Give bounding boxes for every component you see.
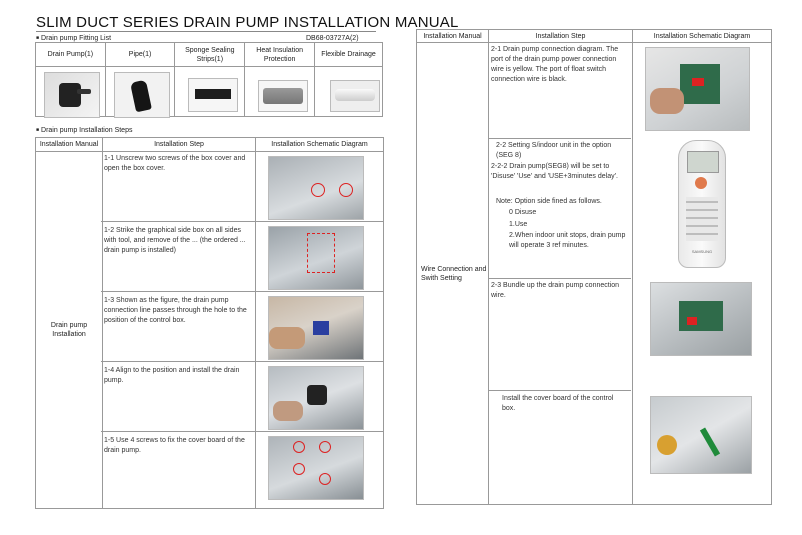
step-1-4-image xyxy=(268,366,364,430)
step-text: 2-3 Bundle up the drain pump connection wire. xyxy=(491,282,620,299)
option-text: 2.When indoor unit stops, drain pump will operate 3 ref minutes. xyxy=(509,232,626,249)
fitting-label: Heat Insulation Protection xyxy=(256,46,303,63)
wiring-diagram-image xyxy=(645,47,750,131)
row-divider xyxy=(488,138,631,139)
step-text: Install the cover board of the control box. xyxy=(502,395,614,412)
row-divider xyxy=(488,390,631,391)
step-text: 2-2 Setting S/indoor unit in the option (SEG 8) xyxy=(496,142,612,159)
pipe-image xyxy=(114,72,170,118)
step-text: 1-5 Use 4 screws to fix the cover board of the drain pump. xyxy=(104,437,245,454)
drain-pump-image xyxy=(44,72,100,118)
row-label: Drain pump Installation xyxy=(50,322,88,338)
installation-steps-label: ■ Drain pump Installation Steps xyxy=(36,126,132,135)
row-divider xyxy=(101,221,384,222)
title-underline xyxy=(36,31,376,32)
fitting-label: Sponge Sealing Strips(1) xyxy=(185,46,235,63)
fitting-label: Drain Pump(1) xyxy=(47,51,94,58)
insulation-image xyxy=(258,80,308,112)
column-header: Installation Step xyxy=(535,32,586,40)
step-1-3-image xyxy=(268,296,364,360)
row-divider xyxy=(101,431,384,432)
fitting-label: Pipe(1) xyxy=(128,51,152,58)
step-text: 1-3 Shown as the figure, the drain pump connection line passes through the hole to the position of the control box. xyxy=(104,297,247,324)
column-header: Installation Step xyxy=(154,141,204,148)
wiring-steps-cell xyxy=(489,43,633,505)
step-1-5-image xyxy=(268,436,364,500)
step-text: 2-2-2 Drain pump(SEG8) will be set to 'Disuse' 'Use' and 'USE+3minutes delay'. xyxy=(491,163,618,180)
remote-controller-image xyxy=(678,140,726,268)
option-text: 1.Use xyxy=(509,221,528,228)
column-header: Installation Schematic Diagram xyxy=(271,141,368,148)
step-1-1-image xyxy=(268,156,364,220)
sponge-strip-image xyxy=(188,78,238,112)
step-text: Note: Option side fined as follows. xyxy=(496,198,602,205)
step-1-2-image xyxy=(268,226,364,290)
step-text: 1-1 Unscrew two screws of the box cover and open the box cover. xyxy=(104,155,246,172)
remote-brand-label: SAMSUNG xyxy=(691,249,713,254)
option-text: 0 Disuse xyxy=(509,209,537,216)
cover-board-image xyxy=(650,396,752,474)
fitting-label: Flexible Drainage xyxy=(321,51,376,58)
column-header: Installation Manual xyxy=(423,32,482,40)
step-text: 2-1 Drain pump connection diagram. The port of the drain pump power connection wire is yellow. The port of float switch connection wire is black. xyxy=(491,46,619,83)
document-code: DB68-03727A(2) xyxy=(306,35,359,42)
column-header: Installation Manual xyxy=(39,141,99,148)
fitting-list-label: ■ Drain pump Fitting List xyxy=(36,34,111,43)
column-header: Installation Schematic Diagram xyxy=(653,32,751,40)
row-label: Wire Connection and Swith Setting xyxy=(421,265,487,282)
bundle-wire-image xyxy=(650,282,752,356)
step-text: 1-2 Strike the graphical side box on all sides with tool, and remove of the ... (the ordered ... drain pump is installed) xyxy=(104,227,246,254)
step-text: 1-4 Align to the position and install the drain pump. xyxy=(104,367,240,384)
page-title: SLIM DUCT SERIES DRAIN PUMP INSTALLATION MANUAL xyxy=(36,14,459,31)
row-divider xyxy=(488,278,631,279)
row-divider xyxy=(101,291,384,292)
flexible-drainage-image xyxy=(330,80,380,112)
row-divider xyxy=(101,361,384,362)
